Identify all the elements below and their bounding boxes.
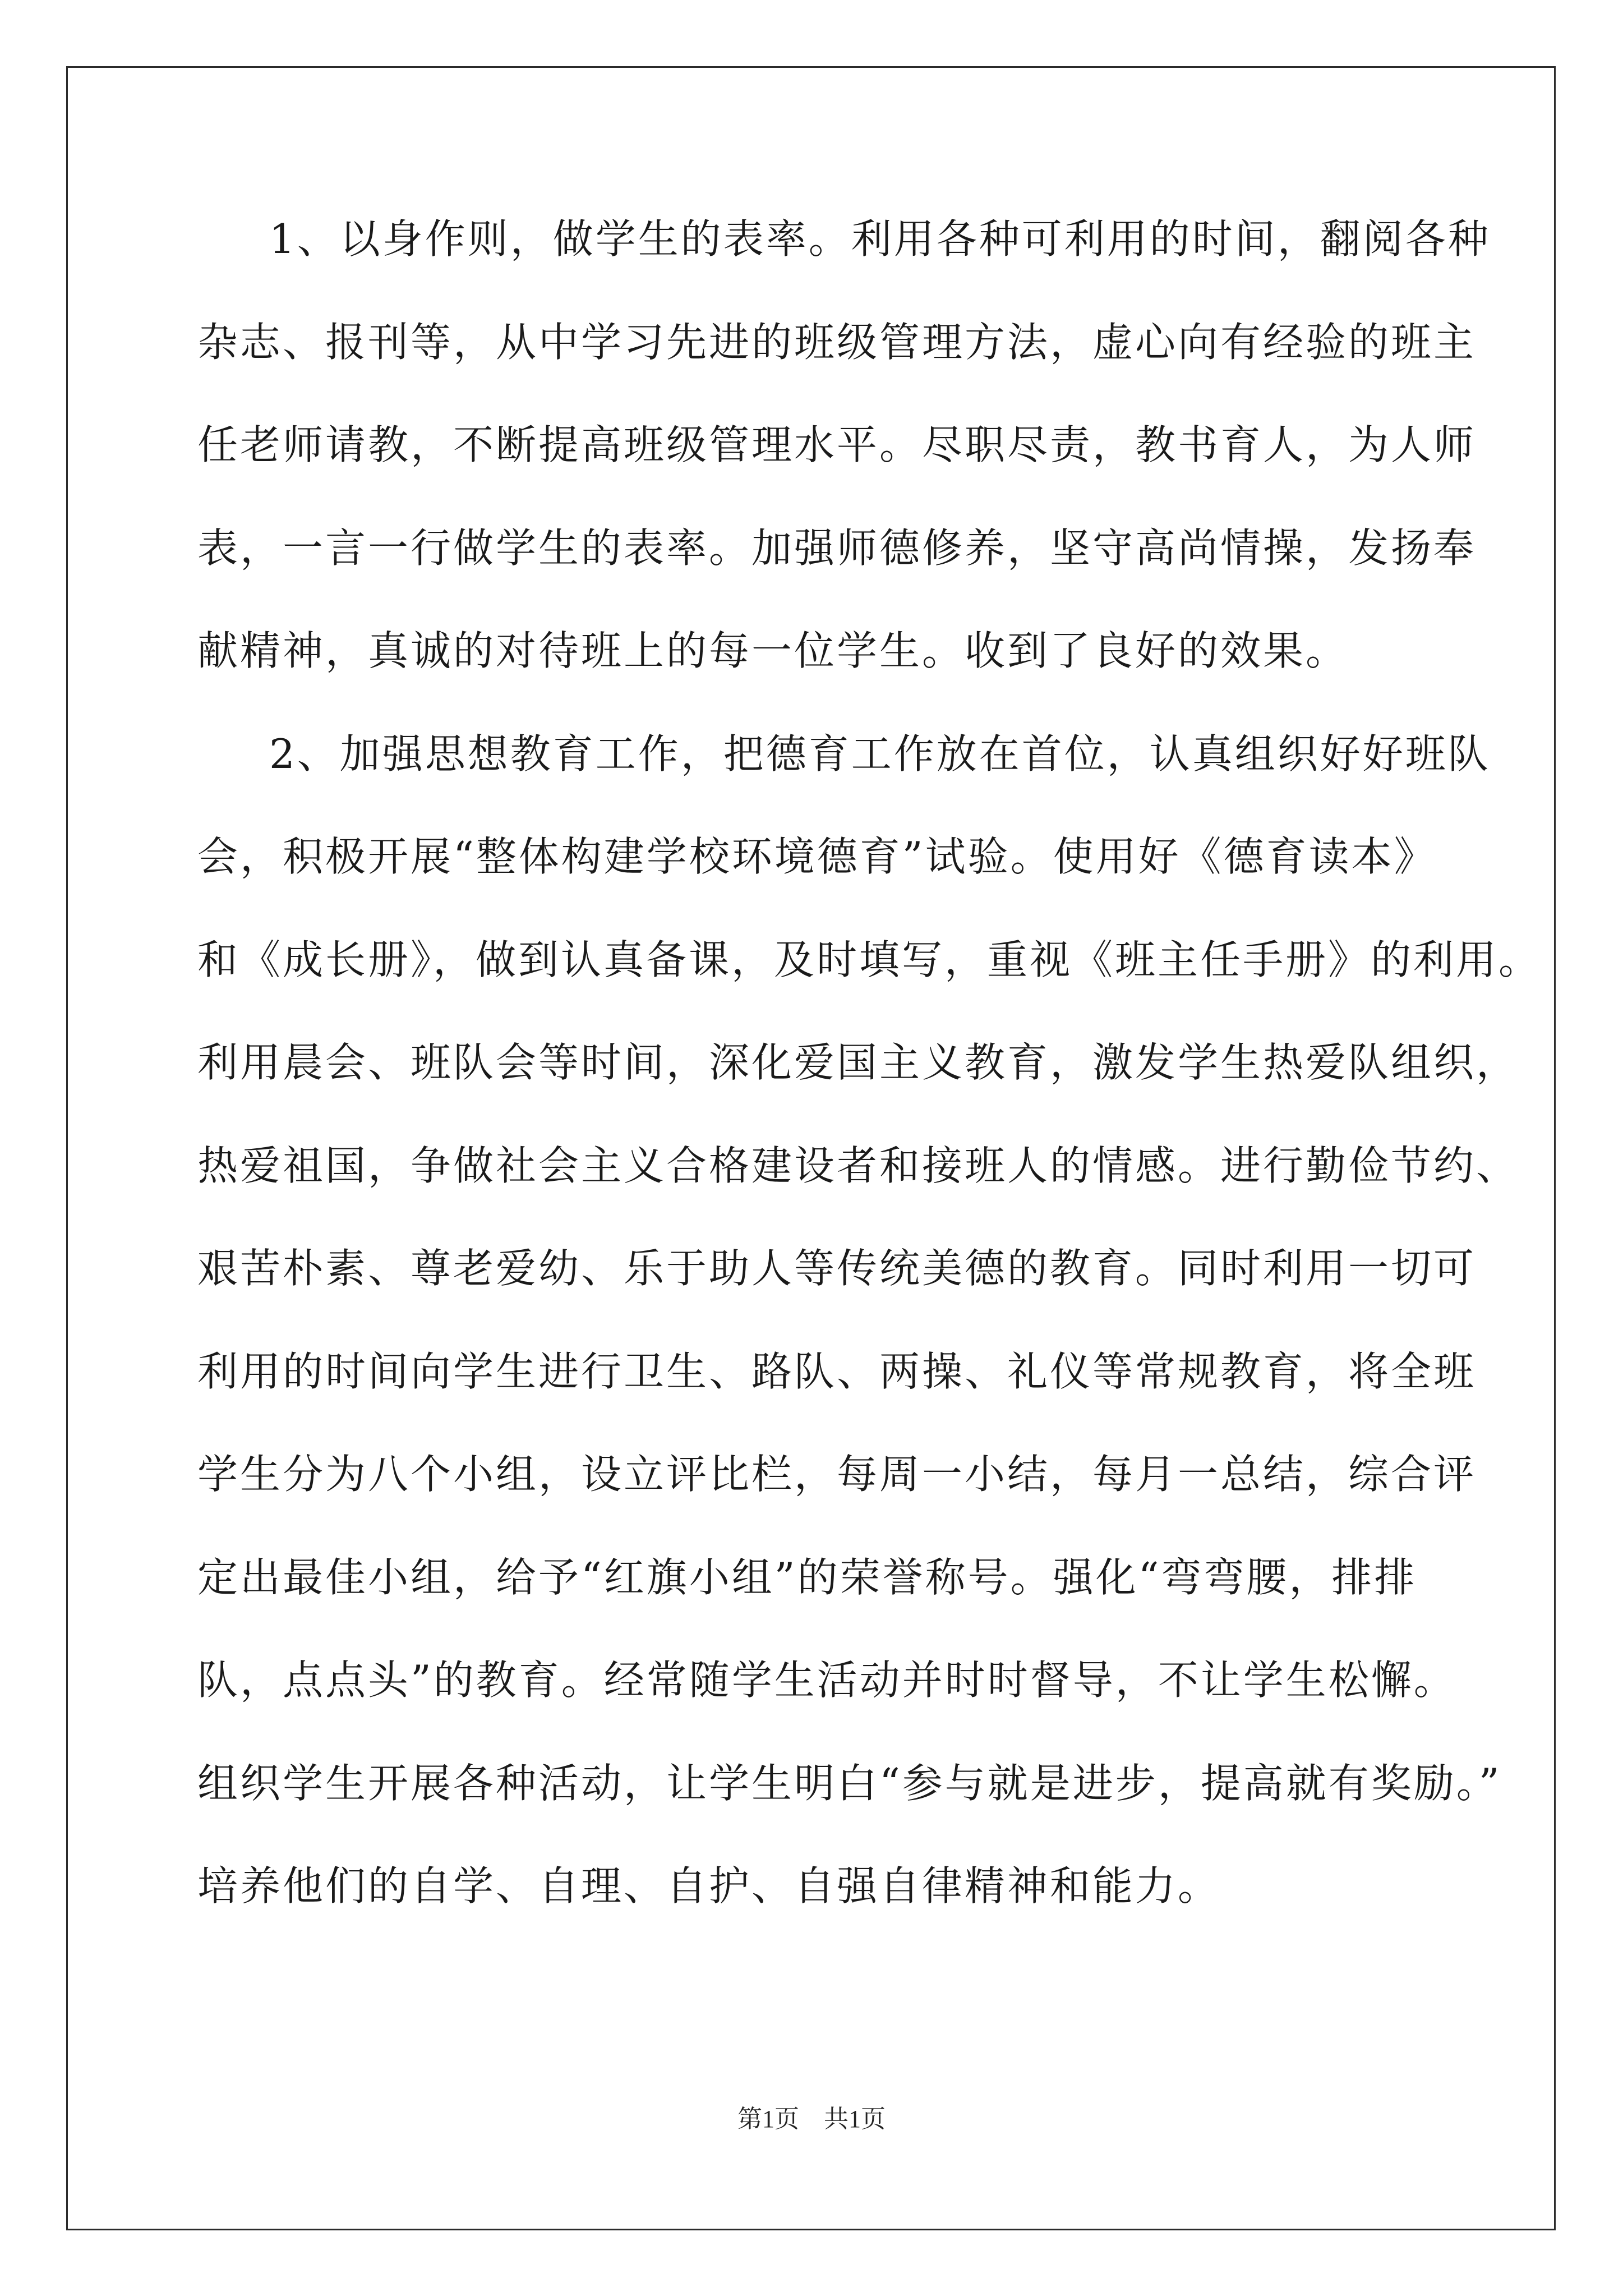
paragraph-line: 组织学生开展各种活动，让学生明白“参与就是进步，提高就有奖励。” [197,1759,1502,1807]
paragraph-line: 2、加强思想教育工作，把德育工作放在首位，认真组织好好班队 [269,730,1491,777]
paragraph-line: 献精神，真诚的对待班上的每一位学生。收到了良好的效果。 [197,627,1349,674]
page-total: 共1页 [824,2105,886,2133]
paragraph-line: 和《成长册》，做到认真备课，及时填写，重视《班主任手册》的利用。 [197,936,1542,983]
paragraph-line: 利用的时间向学生进行卫生、路队、两操、礼仪等常规教育，将全班 [197,1347,1477,1395]
paragraph-line: 热爱祖国，争做社会主义合格建设者和接班人的情感。进行勤俭节约、 [197,1142,1519,1189]
paragraph-line: 艰苦朴素、尊老爱幼、乐于助人等传统美德的教育。同时利用一切可 [197,1245,1477,1292]
document-body [197,215,1542,1969]
paragraph-line: 学生分为八个小组，设立评比栏，每周一小结，每月一总结，综合评 [197,1451,1477,1498]
paragraph-line: 表，一言一行做学生的表率。加强师德修养，坚守高尚情操，发扬奉 [197,524,1477,572]
paragraph-2 [197,730,1542,1969]
paragraph-1 [197,215,1491,734]
paragraph-line: 队，点点头”的教育。经常随学生活动并时时督导，不让学生松懈。 [197,1657,1456,1704]
page-number: 第1页 [737,2105,799,2133]
page-footer [0,2107,1623,2132]
paragraph-line: 利用晨会、班队会等时间，深化爱国主义教育，激发学生热爱队组织， [197,1039,1519,1086]
paragraph-line: 1、以身作则，做学生的表率。利用各种可利用的时间，翻阅各种 [269,215,1491,263]
paragraph-line: 杂志、报刊等，从中学习先进的班级管理方法，虚心向有经验的班主 [197,318,1477,366]
paragraph-line: 定出最佳小组，给予“红旗小组”的荣誉称号。强化“弯弯腰，排排 [197,1553,1417,1601]
paragraph-line: 会，积极开展“整体构建学校环境德育”试验。使用好《德育读本》 [197,833,1437,880]
paragraph-line: 培养他们的自学、自理、自护、自强自律精神和能力。 [197,1862,1221,1910]
paragraph-line: 任老师请教，不断提高班级管理水平。尽职尽责，教书育人，为人师 [197,421,1477,468]
